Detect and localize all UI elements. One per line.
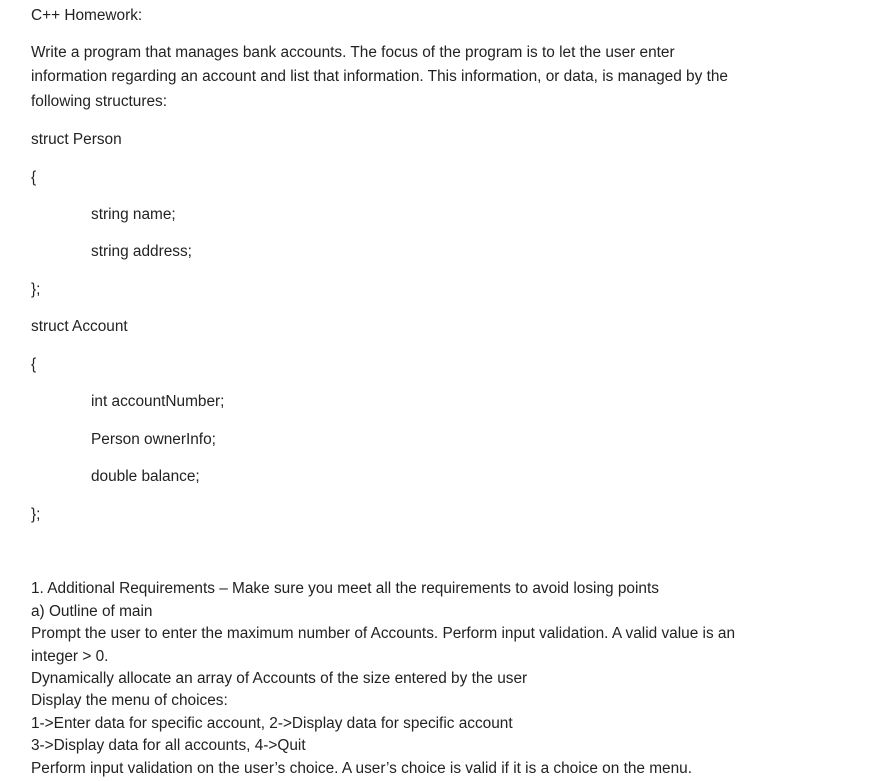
struct-account-member-owner-info: Person ownerInfo; bbox=[91, 431, 216, 448]
intro-line-3: following structures: bbox=[31, 93, 168, 110]
requirements-line-9: Perform input validation on the user’s choice. A user’s choice is valid if it is a choice on the menu. bbox=[31, 760, 693, 777]
struct-person-declaration: struct Person bbox=[31, 131, 122, 148]
struct-person-member-name: string name; bbox=[91, 206, 176, 223]
struct-account-open-brace: { bbox=[31, 356, 37, 373]
struct-account-close-brace: }; bbox=[31, 506, 41, 523]
struct-person-open-brace: { bbox=[31, 169, 37, 186]
struct-account-member-balance: double balance; bbox=[91, 468, 200, 485]
struct-account-member-account-number: int accountNumber; bbox=[91, 393, 225, 410]
requirements-line-8: 3->Display data for all accounts, 4->Quit bbox=[31, 737, 306, 754]
requirements-line-5: Dynamically allocate an array of Accounts of the size entered by the user bbox=[31, 670, 528, 687]
requirements-line-1: 1. Additional Requirements – Make sure you meet all the requirements to avoid losing points bbox=[31, 580, 659, 597]
requirements-line-6: Display the menu of choices: bbox=[31, 692, 228, 709]
struct-person-close-brace: }; bbox=[31, 281, 41, 298]
intro-line-1: Write a program that manages bank accounts. The focus of the program is to let the user enter bbox=[31, 44, 675, 61]
requirements-line-2: a) Outline of main bbox=[31, 603, 153, 620]
intro-line-2: information regarding an account and list that information. This information, or data, is managed by the bbox=[31, 68, 728, 85]
struct-person-member-address: string address; bbox=[91, 243, 192, 260]
requirements-line-4: integer > 0. bbox=[31, 648, 109, 665]
document-heading: C++ Homework: bbox=[31, 7, 143, 24]
requirements-line-3: Prompt the user to enter the maximum number of Accounts. Perform input validation. A valid value is an bbox=[31, 625, 736, 642]
requirements-line-7: 1->Enter data for specific account, 2->Display data for specific account bbox=[31, 715, 513, 732]
struct-account-declaration: struct Account bbox=[31, 318, 128, 335]
